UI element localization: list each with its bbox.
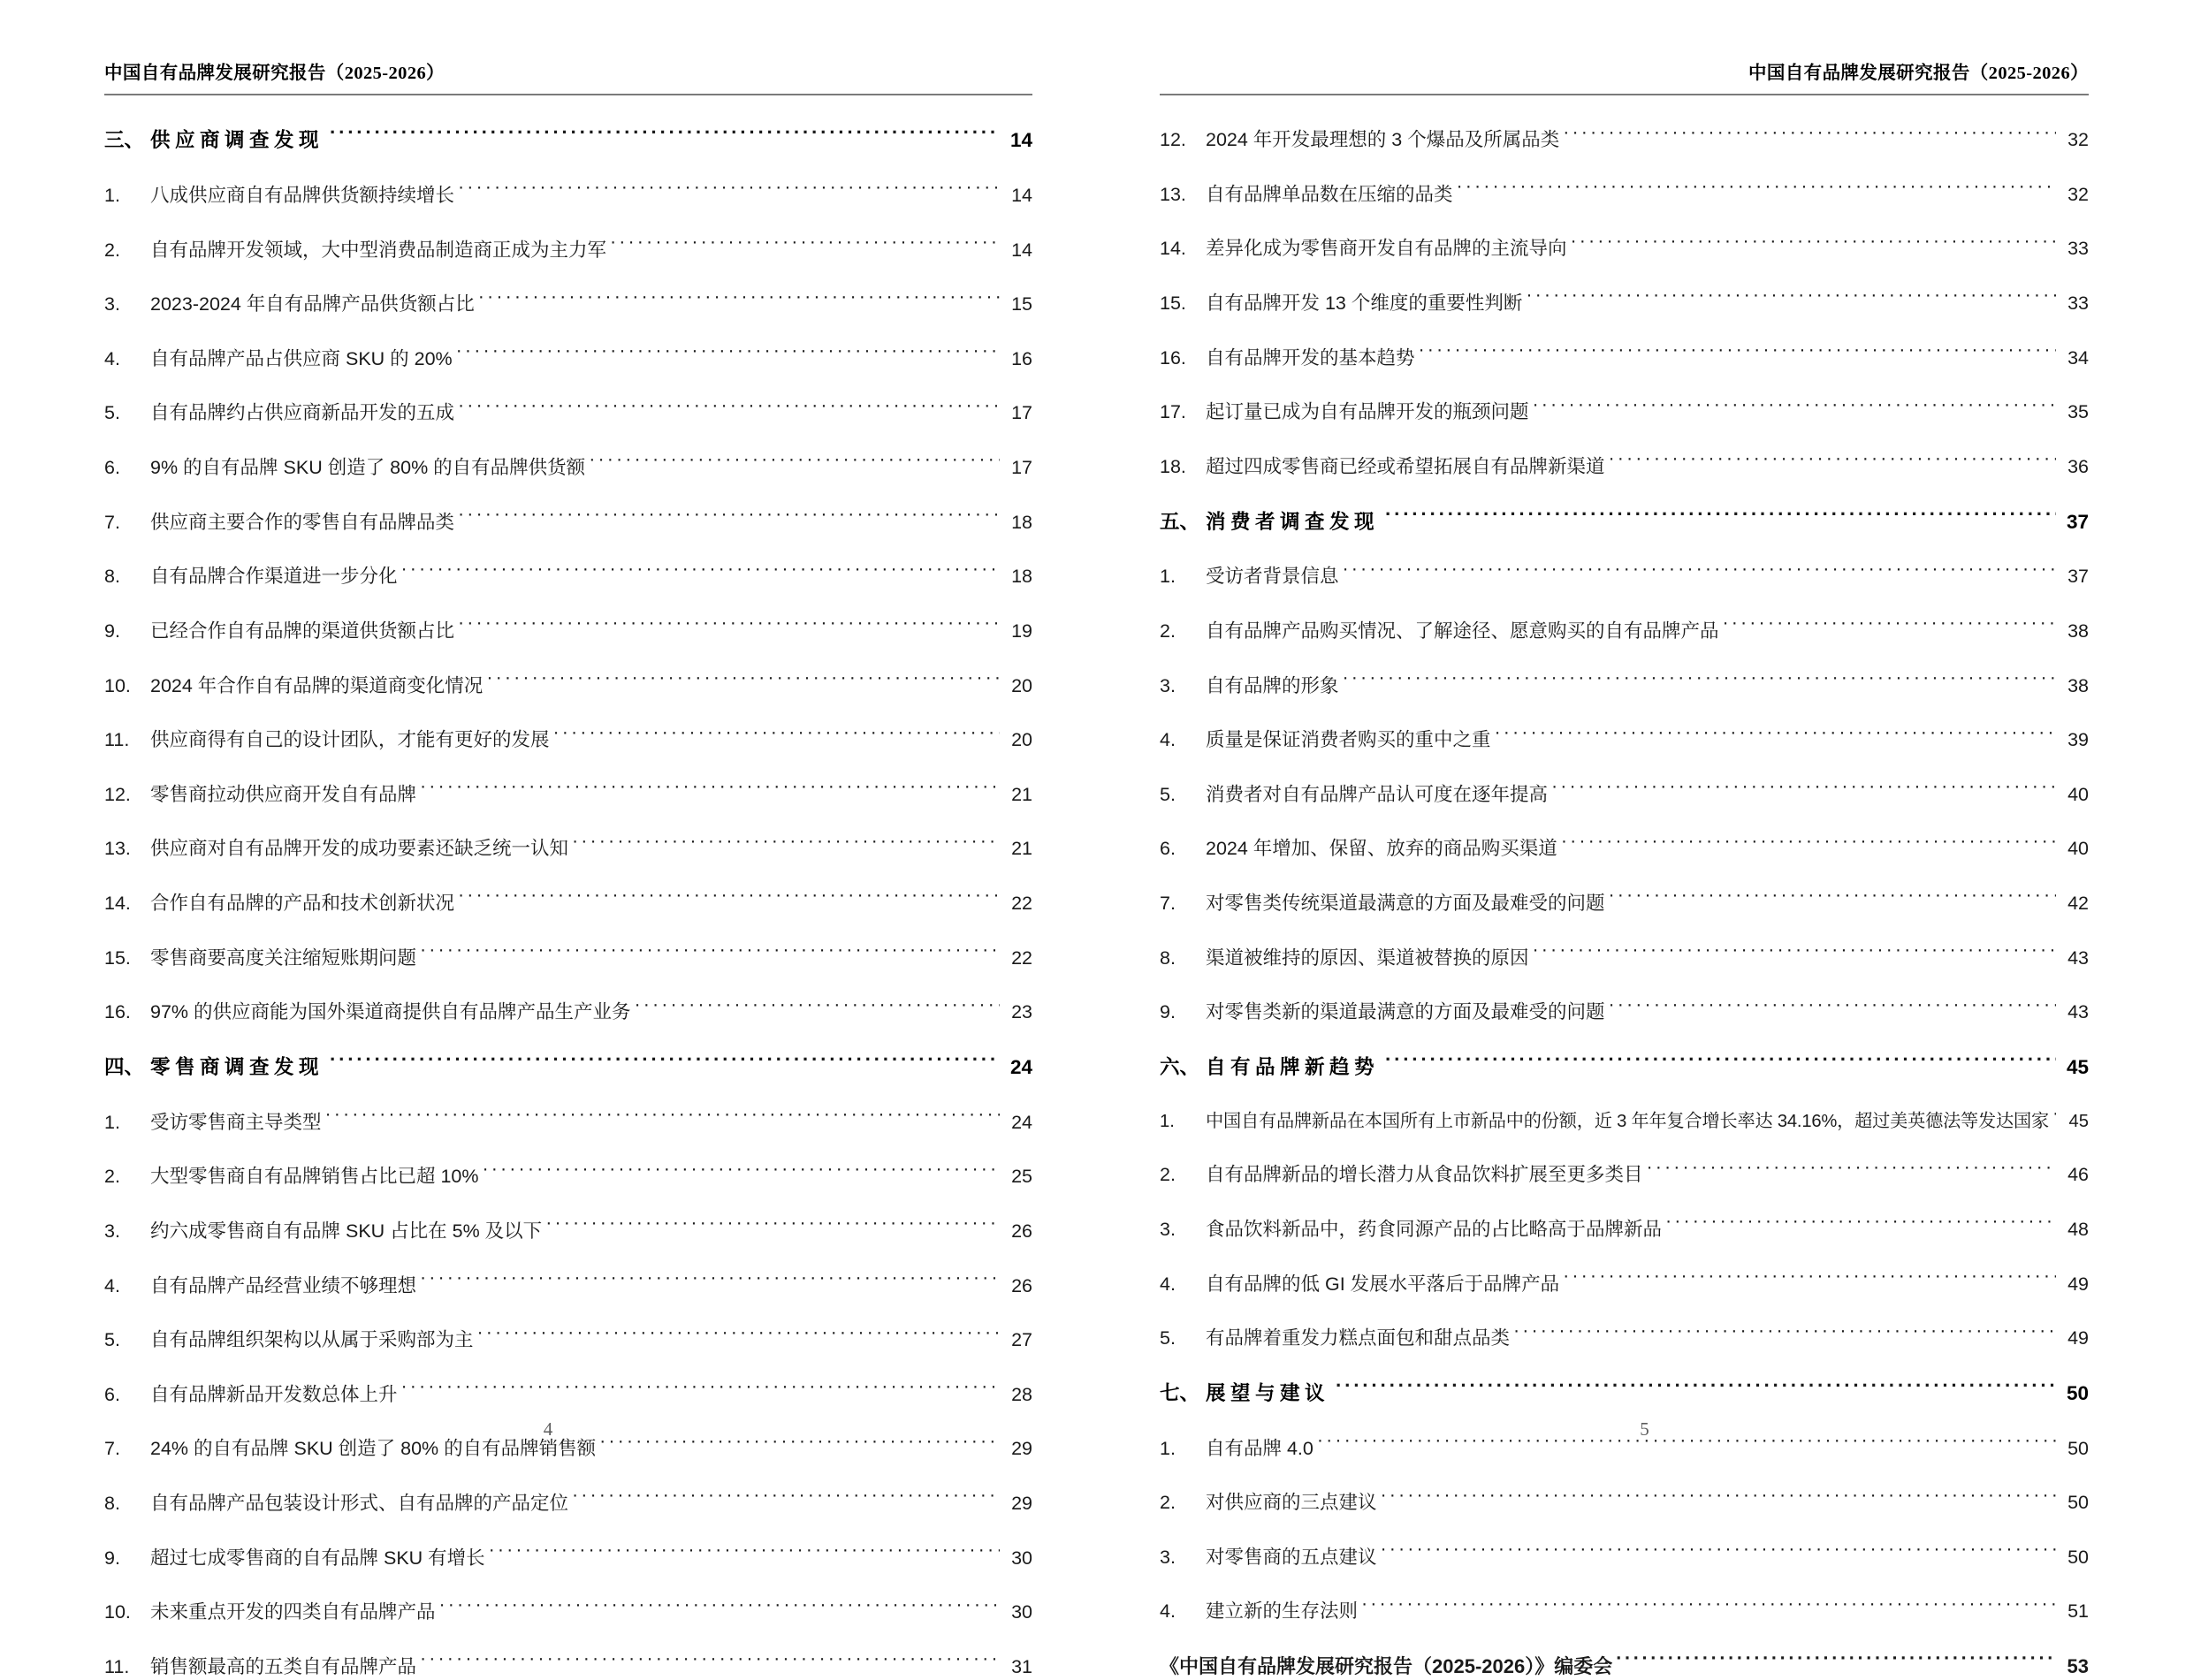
toc-dot-leader xyxy=(1665,1216,2056,1235)
toc-dot-leader xyxy=(458,509,1000,528)
toc-entry-label: 对零售商的五点建议 xyxy=(1206,1546,1377,1568)
toc-entry-number: 2. xyxy=(104,1166,120,1188)
toc-dot-leader xyxy=(458,182,1000,201)
toc-entry-number: 4. xyxy=(104,347,120,369)
toc-dot-leader xyxy=(1513,1326,2056,1345)
toc-entry-label: 9% 的自有品牌 SKU 创造了 80% 的自有品牌供货额 xyxy=(150,457,586,479)
toc-dot-leader xyxy=(1609,1000,2056,1019)
toc-entry-label: 对零售类新的渠道最满意的方面及最难受的问题 xyxy=(1206,1001,1605,1023)
toc-page-number: 14 xyxy=(1011,184,1032,206)
toc-entry-row[interactable] xyxy=(104,237,1032,262)
toc-entry-number: 6. xyxy=(104,1383,120,1405)
toc-entry-row[interactable] xyxy=(1160,291,2089,316)
toc-dot-leader xyxy=(458,400,1000,420)
toc-dot-leader xyxy=(589,455,1000,475)
toc-entry-label: 97% 的供应商能为国外渠道商提供自有品牌产品生产业务 xyxy=(150,1001,631,1023)
toc-entry-number: 5. xyxy=(1160,1327,1176,1349)
toc-entry-row[interactable] xyxy=(1160,453,2089,479)
toc-page-number: 45 xyxy=(2066,1055,2089,1078)
toc-entry-label: 受访者背景信息 xyxy=(1206,566,1339,588)
toc-entry-row[interactable] xyxy=(104,727,1032,753)
toc-list-right xyxy=(1160,127,2089,1679)
toc-entry-label: 起订量已成为自有品牌开发的瓶颈问题 xyxy=(1206,401,1529,423)
toc-entry-number: 17. xyxy=(1160,401,1186,423)
toc-entry-row[interactable] xyxy=(104,891,1032,916)
toc-page-number: 14 xyxy=(1009,129,1032,152)
toc-entry-number: 5. xyxy=(1160,783,1176,805)
toc-entry-number: 14. xyxy=(1160,238,1186,260)
toc-dot-leader xyxy=(1361,1599,2056,1618)
toc-entry-row[interactable] xyxy=(1160,564,2089,589)
toc-dot-leader xyxy=(456,346,1000,365)
toc-entry-label: 24% 的自有品牌 SKU 创造了 80% 的自有品牌销售额 xyxy=(150,1438,597,1460)
toc-entry-number: 4. xyxy=(1160,729,1176,751)
toc-entry-row[interactable] xyxy=(104,1545,1032,1570)
toc-dot-leader xyxy=(420,945,1000,964)
toc-entry-row[interactable] xyxy=(104,1327,1032,1353)
toc-entry-number: 10. xyxy=(104,1601,131,1623)
toc-entry-row[interactable] xyxy=(104,182,1032,208)
toc-dot-leader xyxy=(1457,181,2056,201)
toc-dot-leader xyxy=(483,1164,1000,1183)
toc-entry-label: 供应商调查发现 xyxy=(150,129,324,152)
toc-entry-label: 自有品牌开发领域，大中型消费品制造商正成为主力军 xyxy=(150,239,607,261)
toc-entry-number: 9. xyxy=(104,620,120,642)
toc-page-number: 24 xyxy=(1011,1111,1032,1133)
toc-entry-number: 9. xyxy=(104,1547,120,1569)
toc-entry-row[interactable] xyxy=(1160,1000,2089,1025)
toc-entry-number: 1. xyxy=(104,184,120,206)
toc-entry-number: 3. xyxy=(1160,1546,1176,1568)
toc-entry-row[interactable] xyxy=(104,1164,1032,1190)
toc-entry-number: 11. xyxy=(104,1655,130,1677)
toc-dot-leader xyxy=(478,292,1000,311)
toc-dot-leader xyxy=(610,237,1000,256)
toc-entry-label: 零售商要高度关注缩短账期问题 xyxy=(150,946,417,969)
folio-left: 4 xyxy=(543,1418,553,1440)
toc-dot-leader xyxy=(1723,618,2056,637)
toc-page-number: 32 xyxy=(2067,183,2089,205)
toc-list-left xyxy=(104,127,1032,1680)
toc-entry-number: 6. xyxy=(104,457,120,479)
toc-entry-row[interactable] xyxy=(1160,945,2089,970)
toc-dot-leader xyxy=(1343,564,2056,583)
toc-entry-label: 超过七成零售商的自有品牌 SKU 有增长 xyxy=(150,1547,485,1569)
toc-entry-row[interactable] xyxy=(1160,236,2089,262)
running-header-left: 中国自有品牌发展研究报告（2025-2026） xyxy=(104,64,445,83)
toc-entry-row[interactable] xyxy=(104,346,1032,371)
toc-entry-row[interactable] xyxy=(1160,618,2089,643)
toc-section-row[interactable] xyxy=(104,1053,1032,1080)
toc-entry-number: 三、 xyxy=(104,129,145,152)
toc-entry-row[interactable] xyxy=(104,1381,1032,1407)
toc-dot-leader xyxy=(1561,836,2056,855)
toc-dot-leader xyxy=(1533,945,2056,964)
toc-page-number: 15 xyxy=(1011,293,1032,315)
toc-entry-label: 对零售类传统渠道最满意的方面及最难受的问题 xyxy=(1206,893,1605,915)
toc-entry-number: 14. xyxy=(104,893,131,915)
toc-entry-row[interactable] xyxy=(104,673,1032,698)
toc-section-row[interactable] xyxy=(1160,1380,2089,1406)
toc-entry-label: 已经合作自有品牌的渠道供货额占比 xyxy=(150,620,455,642)
toc-entry-number: 2. xyxy=(1160,1492,1176,1514)
toc-page-number: 32 xyxy=(2067,129,2089,151)
toc-page-number: 30 xyxy=(1011,1601,1032,1623)
toc-entry-number: 1. xyxy=(1160,566,1176,588)
toc-page-number: 50 xyxy=(2067,1492,2089,1514)
toc-entry-label: 大型零售商自有品牌销售占比已超 10% xyxy=(150,1166,479,1188)
toc-entry-row[interactable] xyxy=(1160,1216,2089,1242)
toc-entry-label: 约六成零售商自有品牌 SKU 占比在 5% 及以下 xyxy=(150,1220,543,1242)
toc-entry-number: 7. xyxy=(104,511,120,533)
toc-entry-number: 16. xyxy=(1160,346,1186,369)
toc-page-number: 40 xyxy=(2067,838,2089,860)
toc-entry-row[interactable] xyxy=(104,1273,1032,1298)
toc-dot-leader xyxy=(1563,127,2056,147)
toc-dot-leader xyxy=(1533,399,2056,419)
toc-page-number: 20 xyxy=(1011,729,1032,751)
toc-page-number: 22 xyxy=(1011,893,1032,915)
toc-page-number: 50 xyxy=(2067,1437,2089,1459)
toc-entry-label: 自有品牌的形象 xyxy=(1206,674,1339,696)
toc-entry-label: 零售商调查发现 xyxy=(150,1055,324,1078)
toc-page-number: 16 xyxy=(1011,347,1032,369)
toc-dot-leader xyxy=(572,1491,1000,1510)
toc-entry-label: 消费者调查发现 xyxy=(1206,510,1380,533)
toc-page-number: 40 xyxy=(2067,783,2089,805)
toc-entry-number: 4. xyxy=(1160,1273,1176,1295)
toc-page-number: 50 xyxy=(2066,1381,2089,1404)
toc-page-number: 26 xyxy=(1011,1220,1032,1242)
toc-entry-label: 自有品牌新品的增长潜力从食品饮料扩展至更多类目 xyxy=(1206,1164,1643,1186)
toc-entry-label: 2024 年合作自有品牌的渠道商变化情况 xyxy=(150,674,484,696)
toc-page-number: 31 xyxy=(1011,1655,1032,1677)
toc-entry-label: 受访零售商主导类型 xyxy=(150,1111,322,1133)
toc-entry-label: 2024 年增加、保留、放弃的商品购买渠道 xyxy=(1206,838,1557,860)
toc-dot-leader xyxy=(330,127,1000,148)
toc-page-number: 18 xyxy=(1011,511,1032,533)
toc-entry-label: 自有品牌合作渠道进一步分化 xyxy=(150,566,398,588)
toc-entry-row[interactable] xyxy=(104,1000,1032,1025)
folio-right: 5 xyxy=(1640,1418,1649,1440)
toc-dot-leader xyxy=(330,1053,1000,1074)
toc-entry-label: 自有品牌新品开发数总体上升 xyxy=(150,1383,398,1405)
toc-entry-row[interactable] xyxy=(1160,181,2089,207)
toc-entry-label: 供应商主要合作的零售自有品牌品类 xyxy=(150,511,455,533)
toc-entry-label: 2023-2024 年自有品牌产品供货额占比 xyxy=(150,293,475,315)
toc-entry-label: 自有品牌产品占供应商 SKU 的 20% xyxy=(150,347,453,369)
toc-entry-number: 5. xyxy=(104,1329,120,1351)
toc-page-number: 33 xyxy=(2067,293,2089,315)
toc-page-number: 42 xyxy=(2067,893,2089,915)
toc-entry-label: 供应商得有自己的设计团队，才能有更好的发展 xyxy=(150,729,550,751)
toc-entry-label: 超过四成零售商已经或希望拓展自有品牌新渠道 xyxy=(1206,455,1605,477)
toc-dot-leader xyxy=(401,1381,1000,1401)
toc-entry-label: 自有品牌产品包装设计形式、自有品牌的产品定位 xyxy=(150,1493,569,1515)
toc-dot-leader xyxy=(1563,1271,2056,1290)
toc-entry-number: 8. xyxy=(104,566,120,588)
toc-page-number: 49 xyxy=(2067,1327,2089,1349)
toc-entry-row[interactable] xyxy=(1160,727,2089,753)
toc-page-number: 29 xyxy=(1011,1493,1032,1515)
toc-dot-leader xyxy=(1571,236,2056,255)
toc-entry-number: 2. xyxy=(104,239,120,261)
toc-page-number: 21 xyxy=(1011,783,1032,805)
toc-page-number: 27 xyxy=(1011,1329,1032,1351)
toc-entry-row[interactable] xyxy=(1160,1544,2089,1570)
toc-entry-row[interactable] xyxy=(1160,781,2089,807)
toc-entry-label: 未来重点开发的四类自有品牌产品 xyxy=(150,1601,436,1623)
toc-entry-label: 自有品牌开发的基本趋势 xyxy=(1206,346,1415,369)
toc-entry-number: 13. xyxy=(104,838,131,860)
toc-entry-row[interactable] xyxy=(1160,673,2089,698)
toc-entry-number: 15. xyxy=(104,946,131,969)
toc-entry-row[interactable] xyxy=(104,1109,1032,1135)
toc-dot-leader xyxy=(420,1273,1000,1292)
toc-dot-leader xyxy=(2052,1109,2056,1127)
toc-entry-row[interactable] xyxy=(1160,891,2089,916)
toc-entry-label: 渠道被维持的原因、渠道被替换的原因 xyxy=(1206,946,1529,969)
toc-entry-row[interactable] xyxy=(104,400,1032,426)
toc-entry-row[interactable] xyxy=(104,1491,1032,1517)
toc-entry-row[interactable] xyxy=(1160,345,2089,370)
toc-entry-label: 对供应商的三点建议 xyxy=(1206,1492,1377,1514)
toc-entry-row[interactable] xyxy=(104,1600,1032,1625)
toc-entry-number: 6. xyxy=(1160,838,1176,860)
toc-entry-row[interactable] xyxy=(1160,1271,2089,1296)
toc-entry-number: 10. xyxy=(104,674,131,696)
toc-dot-leader xyxy=(553,727,1000,747)
toc-dot-leader xyxy=(1647,1162,2056,1182)
toc-entry-label: 供应商对自有品牌开发的成功要素还缺乏统一认知 xyxy=(150,838,569,860)
toc-dot-leader xyxy=(401,564,1000,583)
toc-section-row[interactable] xyxy=(1160,508,2089,535)
toc-entry-number: 7. xyxy=(104,1438,120,1460)
toc-entry-row[interactable] xyxy=(104,1218,1032,1243)
toc-page-number: 24 xyxy=(1009,1055,1032,1078)
toc-page-number: 19 xyxy=(1011,620,1032,642)
toc-dot-leader xyxy=(1419,345,2056,364)
toc-page-number: 17 xyxy=(1011,457,1032,479)
toc-entry-number: 16. xyxy=(104,1001,131,1023)
toc-page-number: 23 xyxy=(1011,1001,1032,1023)
toc-entry-label: 销售额最高的五类自有品牌产品 xyxy=(150,1655,417,1677)
toc-page-number: 43 xyxy=(2067,1001,2089,1023)
toc-dot-leader xyxy=(458,618,1000,637)
toc-page-number: 30 xyxy=(1011,1547,1032,1569)
toc-page-number: 51 xyxy=(2067,1600,2089,1623)
toc-dot-leader xyxy=(1381,1490,2056,1509)
toc-entry-label: 差异化成为零售商开发自有品牌的主流导向 xyxy=(1206,238,1567,260)
toc-entry-number: 4. xyxy=(104,1274,120,1296)
toc-entry-label: 有品牌着重发力糕点面包和甜点品类 xyxy=(1206,1327,1511,1349)
toc-entry-label: 自有品牌约占供应商新品开发的五成 xyxy=(150,402,455,424)
toc-entry-label: 质量是保证消费者购买的重中之重 xyxy=(1206,729,1491,751)
toc-entry-label: 自有品牌组织架构以从属于采购部为主 xyxy=(150,1329,474,1351)
toc-dot-leader xyxy=(1616,1653,2056,1673)
left-page xyxy=(0,0,1096,1677)
toc-dot-leader xyxy=(486,673,1000,692)
toc-entry-row[interactable] xyxy=(104,509,1032,535)
toc-entry-number: 1. xyxy=(1160,1437,1176,1459)
toc-entry-number: 3. xyxy=(1160,674,1176,696)
toc-entry-number: 18. xyxy=(1160,455,1186,477)
toc-page-number: 29 xyxy=(1011,1438,1032,1460)
toc-dot-leader xyxy=(1385,1053,2056,1074)
toc-page-number: 37 xyxy=(2066,510,2089,533)
toc-entry-number: 1. xyxy=(104,1111,120,1133)
toc-page-number: 37 xyxy=(2067,566,2089,588)
toc-entry-number: 四、 xyxy=(104,1055,145,1078)
toc-entry-row[interactable] xyxy=(104,292,1032,317)
toc-page-number: 38 xyxy=(2067,674,2089,696)
toc-entry-number: 1. xyxy=(1160,1112,1175,1132)
toc-page-number: 28 xyxy=(1011,1383,1032,1405)
toc-entry-label: 自有品牌产品购买情况、了解途径、愿意购买的自有品牌产品 xyxy=(1206,620,1719,642)
toc-entry-row[interactable] xyxy=(104,564,1032,589)
toc-entry-row[interactable] xyxy=(1160,1109,2089,1133)
toc-entry-number: 2. xyxy=(1160,1164,1176,1186)
toc-page-number: 33 xyxy=(2067,238,2089,260)
toc-entry-label: 建立新的生存法则 xyxy=(1206,1600,1359,1623)
toc-page-number: 17 xyxy=(1011,402,1032,424)
toc-entry-number: 5. xyxy=(104,402,120,424)
toc-entry-label: 自有品牌单品数在压缩的品类 xyxy=(1206,183,1453,205)
toc-page-number: 14 xyxy=(1011,239,1032,261)
toc-entry-label: 自有品牌开发 13 个维度的重要性判断 xyxy=(1206,293,1523,315)
toc-entry-row[interactable] xyxy=(1160,836,2089,862)
toc-entry-row[interactable] xyxy=(104,945,1032,970)
toc-page-number: 53 xyxy=(2067,1654,2089,1677)
toc-entry-row[interactable] xyxy=(1160,1599,2089,1624)
toc-entry-row[interactable] xyxy=(1160,399,2089,425)
right-page xyxy=(1096,0,2193,1677)
toc-entry-label: 八成供应商自有品牌供货额持续增长 xyxy=(150,184,455,206)
toc-dot-leader xyxy=(1526,291,2056,310)
toc-entry-number: 3. xyxy=(104,1220,120,1242)
toc-dot-leader xyxy=(420,781,1000,801)
toc-dot-leader xyxy=(458,891,1000,910)
toc-entry-row[interactable] xyxy=(104,618,1032,643)
toc-page-number: 20 xyxy=(1011,674,1032,696)
toc-entry-number: 7. xyxy=(1160,893,1176,915)
toc-entry-row[interactable] xyxy=(1160,1653,2089,1680)
toc-entry-row[interactable] xyxy=(104,1653,1032,1679)
toc-entry-row[interactable] xyxy=(104,781,1032,807)
toc-entry-number: 11. xyxy=(104,729,130,751)
toc-dot-leader xyxy=(439,1600,1000,1619)
toc-page-number: 49 xyxy=(2067,1273,2089,1295)
toc-page-number: 21 xyxy=(1011,838,1032,860)
running-header-right: 中国自有品牌发展研究报告（2025-2026） xyxy=(1748,64,2089,83)
toc-entry-label: 展望与建议 xyxy=(1206,1381,1330,1404)
toc-entry-number: 15. xyxy=(1160,293,1186,315)
toc-entry-label: 2024 年开发最理想的 3 个爆品及所属品类 xyxy=(1206,129,1560,151)
toc-dot-leader xyxy=(1495,727,2056,747)
toc-page-number: 36 xyxy=(2067,455,2089,477)
toc-entry-number: 六、 xyxy=(1160,1055,1200,1078)
toc-page-number: 25 xyxy=(1011,1166,1032,1188)
toc-entry-row[interactable] xyxy=(1160,1490,2089,1516)
toc-dot-leader xyxy=(325,1109,1000,1129)
toc-entry-number: 3. xyxy=(1160,1218,1176,1240)
toc-page-number: 46 xyxy=(2067,1164,2089,1186)
header-rule-left xyxy=(104,94,1032,95)
toc-entry-number: 9. xyxy=(1160,1001,1176,1023)
toc-page-number: 43 xyxy=(2067,946,2089,969)
header-rule-right xyxy=(1160,94,2089,95)
toc-entry-number: 13. xyxy=(1160,183,1186,205)
toc-entry-label: 零售商拉动供应商开发自有品牌 xyxy=(150,783,417,805)
toc-entry-label: 自有品牌的低 GI 发展水平落后于品牌产品 xyxy=(1206,1273,1560,1295)
toc-page-number: 18 xyxy=(1011,566,1032,588)
toc-entry-row[interactable] xyxy=(1160,127,2089,153)
toc-entry-label: 自有品牌新趋势 xyxy=(1206,1055,1380,1078)
toc-entry-label: 自有品牌 4.0 xyxy=(1206,1437,1314,1459)
toc-page-number: 50 xyxy=(2067,1546,2089,1568)
toc-dot-leader xyxy=(489,1545,1000,1564)
toc-entry-row[interactable] xyxy=(1160,1326,2089,1351)
toc-dot-leader xyxy=(1609,891,2056,910)
toc-dot-leader xyxy=(635,1000,1000,1019)
toc-entry-number: 12. xyxy=(104,783,131,805)
toc-entry-row[interactable] xyxy=(104,836,1032,862)
toc-dot-leader xyxy=(1385,508,2056,528)
toc-entry-label: 中国自有品牌新品在本国所有上市新品中的份额，近 3 年年复合增长率达 34.16%，超过美英德法等发达国家 xyxy=(1206,1112,2049,1132)
toc-page-number: 45 xyxy=(2068,1112,2089,1132)
toc-dot-leader xyxy=(1381,1544,2056,1563)
toc-entry-number: 8. xyxy=(1160,946,1176,969)
toc-entry-label: 自有品牌产品经营业绩不够理想 xyxy=(150,1274,417,1296)
toc-entry-label: 食品饮料新品中，药食同源产品的占比略高于品牌新品 xyxy=(1206,1218,1663,1240)
toc-page-number: 38 xyxy=(2067,620,2089,642)
toc-entry-number: 4. xyxy=(1160,1600,1176,1623)
toc-dot-leader xyxy=(1609,453,2056,473)
toc-entry-row[interactable] xyxy=(104,455,1032,481)
toc-entry-number: 2. xyxy=(1160,620,1176,642)
toc-dot-leader xyxy=(1551,781,2056,801)
toc-dot-leader xyxy=(545,1218,1000,1237)
toc-dot-leader xyxy=(477,1327,1000,1347)
toc-page-number: 34 xyxy=(2067,346,2089,369)
toc-entry-number: 12. xyxy=(1160,129,1186,151)
toc-dot-leader xyxy=(1343,673,2056,692)
toc-dot-leader xyxy=(420,1653,1000,1673)
toc-page-number: 48 xyxy=(2067,1218,2089,1240)
toc-page-number: 26 xyxy=(1011,1274,1032,1296)
toc-dot-leader xyxy=(1336,1380,2056,1400)
toc-section-row[interactable] xyxy=(1160,1053,2089,1080)
toc-section-row[interactable] xyxy=(104,127,1032,154)
toc-page-number: 39 xyxy=(2067,729,2089,751)
toc-entry-number: 8. xyxy=(104,1493,120,1515)
toc-entry-label: 合作自有品牌的产品和技术创新状况 xyxy=(150,893,455,915)
toc-dot-leader xyxy=(572,836,1000,855)
toc-page-number: 35 xyxy=(2067,401,2089,423)
toc-entry-row[interactable] xyxy=(1160,1162,2089,1188)
toc-page-number: 22 xyxy=(1011,946,1032,969)
toc-entry-label: 消费者对自有品牌产品认可度在逐年提高 xyxy=(1206,783,1549,805)
toc-entry-number: 3. xyxy=(104,293,120,315)
toc-entry-label: 《中国自有品牌发展研究报告（2025-2026）》编委会 xyxy=(1160,1654,1613,1677)
toc-entry-number: 五、 xyxy=(1160,510,1200,533)
toc-entry-number: 七、 xyxy=(1160,1381,1200,1404)
